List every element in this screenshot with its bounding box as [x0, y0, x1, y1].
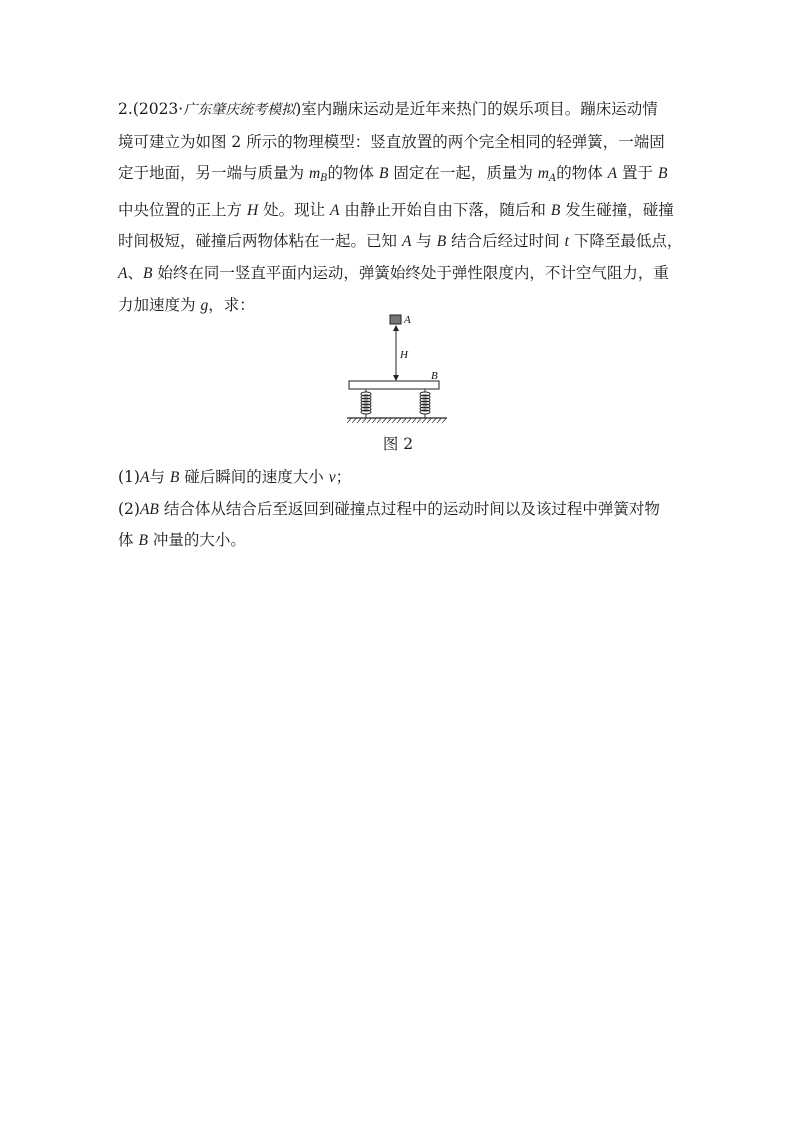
figure-caption: 图 2: [382, 435, 414, 453]
subscript-a: A: [548, 173, 557, 185]
problem-statement: [118, 94, 693, 321]
problem-line-6: [118, 258, 693, 290]
symbol-b: B: [138, 532, 148, 550]
question-text: 体: [118, 531, 139, 550]
problem-text: 与: [411, 232, 437, 251]
problem-text: ，求：: [208, 295, 255, 314]
symbol-b: B: [142, 264, 153, 282]
problem-text: 置于: [617, 164, 658, 183]
ground-hatch: [347, 418, 447, 423]
question-2: [118, 494, 693, 526]
symbol-a: A: [118, 264, 128, 282]
symbol-t: t: [564, 233, 569, 251]
symbol-ab: AB: [139, 500, 159, 518]
problem-source: 广东肇庆统考模拟: [183, 102, 296, 118]
problem-text: 力加速度为: [118, 295, 201, 314]
problem-text: 的物体: [556, 164, 608, 183]
problem-text: 结合后经过时间: [446, 232, 565, 251]
block-a-shape: [390, 315, 401, 324]
symbol-b: B: [378, 165, 389, 183]
question-text: 碰后瞬间的速度大小: [179, 468, 329, 486]
symbol-h: H: [246, 201, 259, 219]
symbol-v: v: [328, 469, 336, 486]
problem-text: 室内蹦床运动是近年来热门的娱乐项目。蹦床运动情: [301, 100, 658, 118]
problem-text: 定于地面，另一端与质量为: [118, 164, 309, 183]
problem-line-2: [118, 127, 693, 159]
problem-text: 由静止开始自由下落，随后和: [339, 200, 551, 219]
symbol-b: B: [550, 201, 561, 219]
subscript-b: B: [320, 173, 328, 185]
plate-b-shape: [349, 381, 439, 389]
symbol-a: A: [607, 165, 618, 183]
source-open: (2023·: [132, 100, 184, 118]
question-list: [118, 462, 693, 557]
problem-text: 始终在同一竖直平面内运动，弹簧始终处于弹性限度内，不计空气阻力，重: [152, 263, 669, 282]
symbol-g: g: [200, 296, 209, 314]
left-spring: [361, 389, 371, 418]
question-1: [118, 462, 693, 494]
question-number: (2): [118, 499, 140, 518]
symbol-b: B: [436, 233, 447, 251]
question-text: 结合体从结合后至返回到碰撞点过程中的运动时间以及该过程中弹簧对物: [158, 499, 660, 518]
label-a: A: [404, 314, 411, 326]
symbol-m: m: [308, 165, 321, 183]
symbol-a: A: [330, 201, 340, 219]
problem-text: 下降至最低点，: [568, 232, 683, 251]
problem-text: 发生碰撞，碰撞: [560, 200, 674, 219]
symbol-b: B: [657, 165, 668, 183]
right-spring: [420, 389, 430, 418]
symbol-a: A: [139, 469, 150, 486]
problem-text: 中央位置的正上方: [118, 200, 247, 219]
figure-svg: [343, 308, 453, 428]
question-text: 冲量的大小。: [147, 531, 246, 550]
arrow-head-down: [393, 375, 399, 381]
problem-line-4: [118, 195, 693, 227]
label-b: B: [431, 370, 438, 382]
problem-text: 的物体: [327, 164, 379, 183]
problem-line-5: [118, 226, 693, 258]
problem-line-1: [118, 94, 693, 127]
problem-line-3: [118, 158, 693, 195]
label-h: H: [400, 349, 408, 361]
question-text: 与: [149, 468, 170, 486]
symbol-m: m: [537, 165, 549, 183]
problem-number: 2.: [118, 100, 133, 118]
question-2-line-2: [118, 525, 693, 557]
source-close: ): [295, 100, 302, 118]
symbol-b: B: [169, 469, 180, 486]
problem-text: 、: [127, 263, 143, 282]
symbol-a: A: [401, 233, 412, 251]
question-text: ；: [335, 468, 352, 486]
problem-text: 境可建立为如图 2 所示的物理模型：竖直放置的两个完全相同的轻弹簧，一端固: [118, 132, 665, 151]
problem-text: 时间极短，碰撞后两物体粘在一起。已知: [118, 232, 402, 251]
arrow-head-up: [393, 325, 399, 331]
problem-text: 固定在一起，质量为: [388, 164, 538, 183]
question-number: (1): [118, 468, 140, 486]
problem-text: 处。现让: [258, 200, 330, 219]
trampoline-model-figure: [343, 308, 453, 428]
